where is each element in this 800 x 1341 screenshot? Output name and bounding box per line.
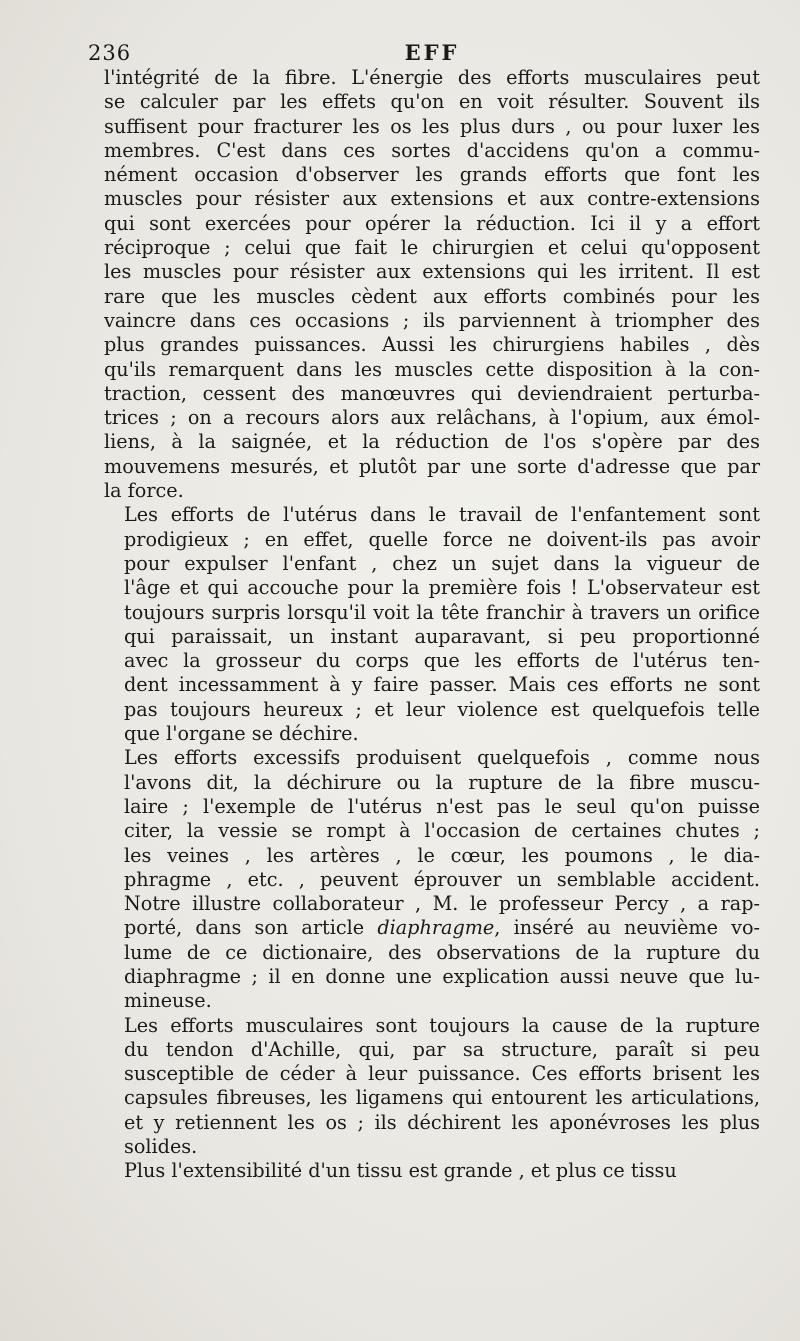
text-line: avec la grosseur du corps que les efforts de l'utérus ten-	[124, 649, 760, 673]
text-line: mineuse.	[124, 989, 212, 1013]
article-title: diaphragme	[377, 916, 495, 940]
text-line: rare que les muscles cèdent aux efforts combinés pour les	[104, 284, 760, 308]
text-line: liens, à la saignée, et la réduction de l'os s'opère par des	[104, 430, 760, 454]
text-line: dent incessamment à y faire passer. Mais ces efforts ne sont	[124, 673, 760, 697]
text-line: et y retiennent les os ; ils déchirent les aponévroses les plus	[124, 1110, 760, 1134]
text-line: lume de ce dictionaire, des observations de la rupture du	[124, 940, 760, 964]
text-line: solides.	[124, 1135, 198, 1159]
text-line: capsules fibreuses, les ligamens qui entourent les articulations,	[124, 1086, 760, 1110]
page-header	[88, 40, 760, 66]
text-line: que l'organe se déchire.	[124, 722, 359, 746]
paragraph	[104, 503, 760, 746]
text-line: laire ; l'exemple de l'utérus n'est pas le seul qu'on puisse	[124, 794, 760, 818]
body-text	[104, 66, 760, 1184]
text-line: porté, dans son article diaphragme, inséré au neuvième vo-	[124, 916, 760, 940]
text-line: prodigieux ; en effet, quelle force ne doivent-ils pas avoir	[124, 527, 760, 551]
text-line: suffisent pour fracturer les os les plus durs , ou pour luxer les	[104, 114, 760, 138]
page-number: 236	[88, 41, 132, 65]
text-line: mouvemens mesurés, et plutôt par une sorte d'adresse que par	[104, 454, 760, 478]
text-line: l'âge et qui accouche pour la première fois ! L'observateur est	[124, 576, 760, 600]
text-line: pour expulser l'enfant , chez un sujet dans la vigueur de	[124, 551, 760, 575]
text-line: du tendon d'Achille, qui, par sa structure, paraît si peu	[124, 1037, 760, 1061]
text-line: phragme , etc. , peuvent éprouver un semblable accident.	[124, 867, 760, 891]
text-line: qu'ils remarquent dans les muscles cette disposition à la con-	[104, 357, 760, 381]
text-line: traction, cessent des manœuvres qui deviendraient perturba-	[104, 381, 760, 405]
text-line: les muscles pour résister aux extensions qui les irritent. Il est	[104, 260, 760, 284]
paragraph	[104, 1014, 760, 1160]
text-line: la force.	[104, 479, 184, 503]
text-line: citer, la vessie se rompt à l'occasion de certaines chutes ;	[124, 819, 760, 843]
text-line: nément occasion d'observer les grands efforts que font les	[104, 163, 760, 187]
running-head: EFF	[404, 40, 460, 65]
text-line: toujours surpris lorsqu'il voit la tête franchir à travers un orifice	[124, 600, 760, 624]
text-line: membres. C'est dans ces sortes d'accidens qu'on a commu-	[104, 138, 760, 162]
text-line: trices ; on a recours alors aux relâchans, à l'opium, aux émol-	[104, 406, 760, 430]
text-line: vaincre dans ces occasions ; ils parviennent à triompher des	[104, 308, 760, 332]
text-line: qui paraissait, un instant auparavant, si peu proportionné	[124, 624, 760, 648]
text-line: pas toujours heureux ; et leur violence est quelquefois telle	[124, 697, 760, 721]
paragraph	[104, 1159, 760, 1183]
text-line: muscles pour résister aux extensions et aux contre-extensions	[104, 187, 760, 211]
text-line: l'intégrité de la fibre. L'énergie des efforts musculaires peut	[104, 66, 760, 89]
text-line: qui sont exercées pour opérer la réduction. Ici il y a effort	[104, 211, 760, 235]
text-line: les veines , les artères , le cœur, les poumons , le dia-	[124, 843, 760, 867]
text-line: Les efforts de l'utérus dans le travail de l'enfantement sont	[124, 503, 760, 527]
paragraph	[104, 66, 760, 503]
text-line: réciproque ; celui que fait le chirurgien et celui qu'opposent	[104, 236, 760, 260]
text-line: Les efforts excessifs produisent quelquefois , comme nous	[124, 746, 760, 770]
text-line: plus grandes puissances. Aussi les chirurgiens habiles , dès	[104, 333, 760, 357]
text-line: Notre illustre collaborateur , M. le professeur Percy , a rap-	[124, 892, 760, 916]
paragraph	[104, 746, 760, 1013]
text-line: Plus l'extensibilité d'un tissu est grande , et plus ce tissu	[124, 1159, 677, 1183]
text-line: Les efforts musculaires sont toujours la cause de la rupture	[124, 1013, 760, 1037]
text-line: l'avons dit, la déchirure ou la rupture de la fibre muscu-	[124, 770, 760, 794]
text-line: diaphragme ; il en donne une explication aussi neuve que lu-	[124, 964, 760, 988]
text-line: se calculer par les effets qu'on en voit résulter. Souvent ils	[104, 90, 760, 114]
text-line: susceptible de céder à leur puissance. Ces efforts brisent les	[124, 1062, 760, 1086]
